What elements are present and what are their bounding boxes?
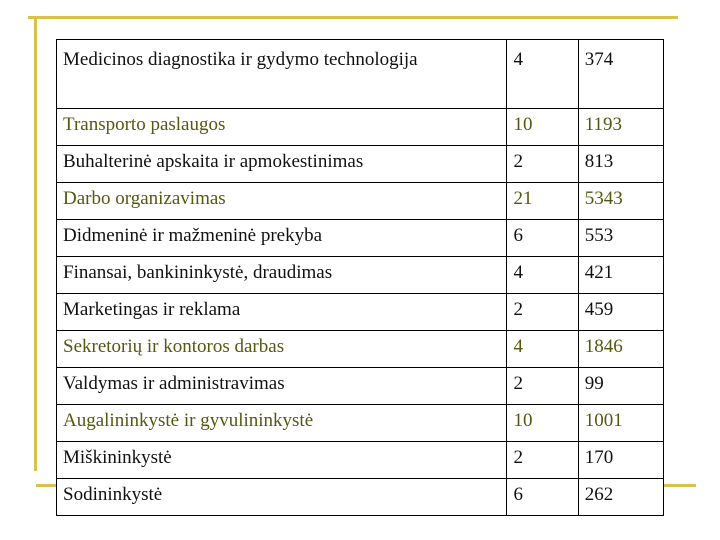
specialty-name: Didmeninė ir mažmeninė prekyba [57,220,507,257]
specialty-name: Augalininkystė ir gyvulininkystė [57,405,507,442]
specialties-table [56,39,664,516]
table-row [57,257,664,294]
specialty-name: Buhalterinė apskaita ir apmokestinimas [57,146,507,183]
student-total: 170 [578,442,663,479]
student-total: 1193 [578,109,663,146]
specialty-name: Transporto paslaugos [57,109,507,146]
program-count: 2 [507,442,578,479]
table-row [57,146,664,183]
specialty-name: Marketingas ir reklama [57,294,507,331]
program-count: 4 [507,257,578,294]
specialty-name: Finansai, bankininkystė, draudimas [57,257,507,294]
specialty-name: Sekretorių ir kontoros darbas [57,331,507,368]
table-row [57,405,664,442]
program-count: 6 [507,479,578,516]
decorative-top-line [28,16,678,19]
student-total: 99 [578,368,663,405]
table-row [57,368,664,405]
student-total: 262 [578,479,663,516]
student-total: 1846 [578,331,663,368]
program-count: 10 [507,405,578,442]
student-total: 813 [578,146,663,183]
decorative-left-line [34,16,37,471]
specialty-name: Miškininkystė [57,442,507,479]
program-count: 4 [507,40,578,109]
specialty-name: Darbo organizavimas [57,183,507,220]
student-total: 553 [578,220,663,257]
table-row [57,40,664,109]
program-count: 2 [507,368,578,405]
specialty-name: Medicinos diagnostika ir gydymo technologija [57,40,507,109]
table-row [57,109,664,146]
table-row [57,183,664,220]
specialty-name: Sodininkystė [57,479,507,516]
program-count: 21 [507,183,578,220]
specialty-name: Valdymas ir administravimas [57,368,507,405]
program-count: 2 [507,294,578,331]
table-row [57,294,664,331]
table-row [57,331,664,368]
student-total: 421 [578,257,663,294]
program-count: 10 [507,109,578,146]
student-total: 1001 [578,405,663,442]
program-count: 6 [507,220,578,257]
student-total: 459 [578,294,663,331]
student-total: 374 [578,40,663,109]
table-row [57,479,664,516]
program-count: 2 [507,146,578,183]
table-row [57,220,664,257]
student-total: 5343 [578,183,663,220]
table-row [57,442,664,479]
program-count: 4 [507,331,578,368]
